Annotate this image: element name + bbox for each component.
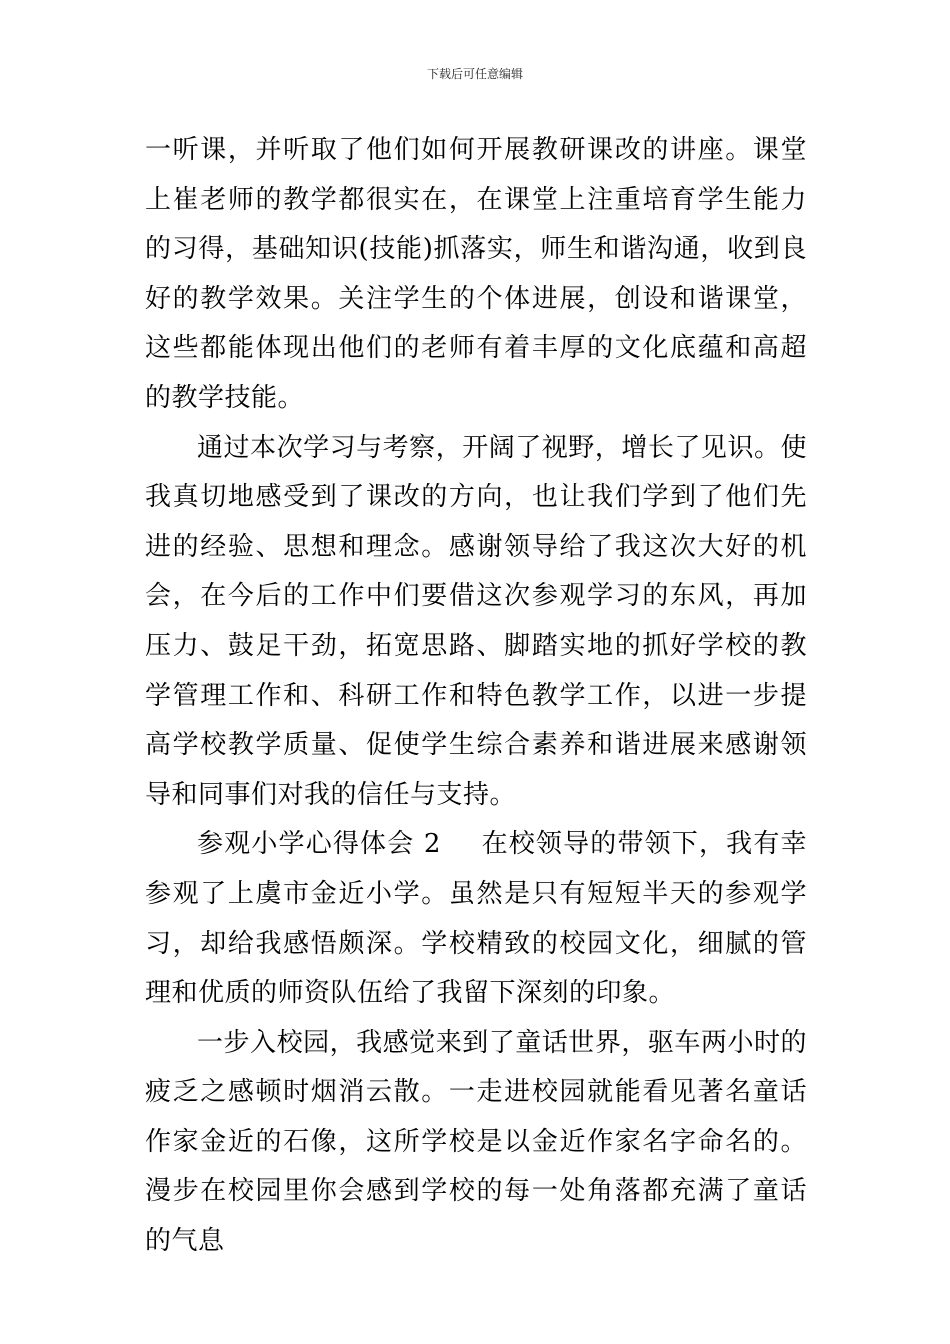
paragraph-4: 一步入校园，我感觉来到了童话世界，驱车两小时的疲乏之感顿时烟消云散。一走进校园就能看见著名童话作家金近的石像，这所学校是以金近作家名字命名的。漫步在校园里你会感到学校的每一处角落都充满了童话的气息: [145, 1027, 807, 1257]
paragraph-1: 一听课，并听取了他们如何开展教研课改的讲座。课堂上崔老师的教学都很实在，在课堂上注重培育学生能力的习得，基础知识(技能)抓落实，师生和谐沟通，收到良好的教学效果。关注学生的个体进展，创设和谐课堂，这些都能体现出他们的老师有着丰厚的文化底蕴和高超的教学技能。: [145, 135, 807, 413]
paragraph-2: 通过本次学习与考察，开阔了视野，增长了见识。使我真切地感受到了课改的方向，也让我们学到了他们先进的经验、思想和理念。感谢领导给了我这次大好的机会，在今后的工作中们要借这次参观学习的东风，再加压力、鼓足干劲，拓宽思路、脚踏实地的抓好学校的教学管理工作和、科研工作和特色教学工作，以进一步提高学校教学质量、促使学生综合素养和谐进展来感谢领导和同事们对我的信任与支持。: [145, 432, 807, 810]
page-header: 下载后可任意编辑: [426, 67, 523, 81]
paragraph-3-text: 在校领导的带领下，我有幸参观了上虞市金近小学。虽然是只有短短半天的参观学习，却给我感悟颇深。学校精致的校园文化，细腻的管理和优质的师资队伍给了我留下深刻的印象。: [145, 829, 807, 1009]
document-body: [145, 126, 807, 1267]
section-heading: 参观小学心得体会 2: [197, 829, 441, 860]
paragraph-3: [145, 820, 807, 1018]
